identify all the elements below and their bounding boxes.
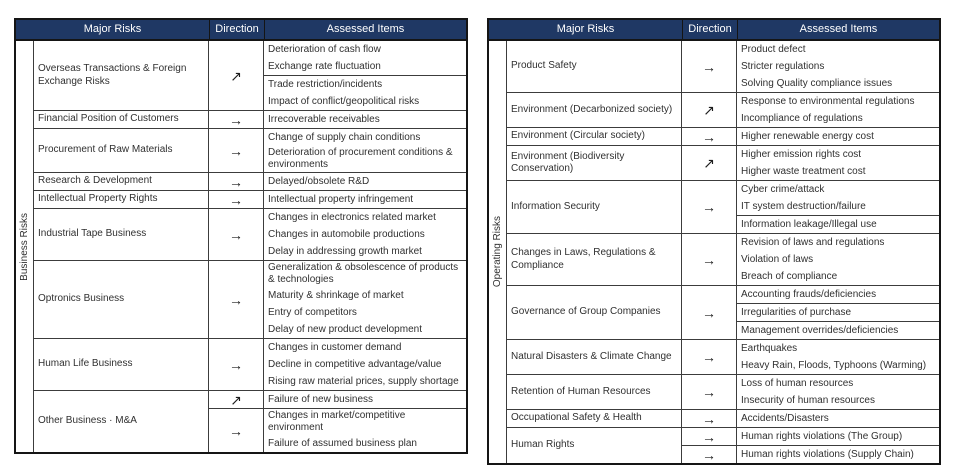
assessed-item-group <box>737 340 939 374</box>
assessed-item: Earthquakes <box>741 342 798 354</box>
direction-cell <box>209 41 264 110</box>
direction-cell <box>682 375 737 409</box>
right-arrow-icon: → <box>702 128 716 145</box>
direction-cell <box>209 191 264 208</box>
direction-cell <box>682 286 737 339</box>
major-risk-cell: Product Safety <box>507 41 682 92</box>
assessed-items-cell <box>264 41 466 110</box>
direction-span-row <box>209 41 466 110</box>
assessed-item: IT system destruction/failure <box>741 200 866 212</box>
assessed-items-cell <box>264 129 466 172</box>
direction-cell <box>209 111 264 128</box>
direction-cell <box>209 391 264 408</box>
assessed-items-cell <box>737 286 939 339</box>
direction-span-row <box>682 146 939 180</box>
risk-group-label: Operating Risks <box>492 216 503 288</box>
major-risk-cell: Natural Disasters & Climate Change <box>507 340 682 374</box>
business-risks-table <box>14 18 468 454</box>
risk-row-spans <box>209 339 466 390</box>
risk-row-spans <box>682 428 939 463</box>
major-risk-cell: Human Life Business <box>34 339 209 390</box>
assessed-item: Accounting frauds/deficiencies <box>741 288 877 300</box>
direction-span-row <box>209 191 466 208</box>
right-arrow-icon: → <box>702 251 716 268</box>
direction-cell <box>209 129 264 172</box>
assessed-item: Delay of new product development <box>268 323 422 335</box>
assessed-item-group <box>264 129 466 172</box>
assessed-item: Solving Quality compliance issues <box>741 77 893 89</box>
assessed-item-group <box>264 409 466 452</box>
risk-row <box>507 233 939 285</box>
risk-row <box>34 128 466 172</box>
risk-row <box>34 338 466 390</box>
right-arrow-icon: → <box>702 446 716 463</box>
assessed-item: Exchange rate fluctuation <box>268 60 381 72</box>
assessed-item: Loss of human resources <box>741 377 854 389</box>
major-risk-cell: Occupational Safety & Health <box>507 410 682 427</box>
risk-row-spans <box>682 181 939 233</box>
assessed-items-header: Assessed Items <box>264 20 466 39</box>
assessed-item-group <box>737 428 939 445</box>
direction-cell <box>682 428 737 445</box>
assessed-item: Change of supply chain conditions <box>268 131 421 143</box>
major-risk-cell: Intellectual Property Rights <box>34 191 209 208</box>
assessed-item: Accidents/Disasters <box>741 412 829 424</box>
risk-group-label: Business Risks <box>19 212 30 281</box>
assessed-items-cell <box>737 128 939 145</box>
assessed-items-cell <box>264 261 466 338</box>
risk-row-spans <box>682 286 939 339</box>
direction-cell <box>682 181 737 233</box>
risk-row <box>34 190 466 208</box>
assessed-items-cell <box>737 410 939 427</box>
direction-span-row <box>682 93 939 127</box>
right-arrow-icon: → <box>229 356 243 373</box>
right-arrow-icon: → <box>702 304 716 321</box>
risk-row <box>507 374 939 409</box>
assessed-item-group <box>264 391 466 408</box>
assessed-item: Breach of compliance <box>741 270 838 282</box>
assessed-item: Management overrides/deficiencies <box>741 324 899 336</box>
assessed-item-group <box>264 111 466 128</box>
assessed-items-cell <box>264 209 466 260</box>
risk-row-spans <box>209 261 466 338</box>
risk-row-spans <box>682 93 939 127</box>
direction-span-row <box>209 391 466 408</box>
assessed-items-cell <box>737 234 939 285</box>
assessed-item: Changes in customer demand <box>268 341 402 353</box>
assessed-items-cell <box>264 409 466 452</box>
risk-row-spans <box>209 111 466 128</box>
assessed-item: Generalization & obsolescence of products & technologies <box>268 262 459 285</box>
assessed-item: Changes in electronics related market <box>268 211 436 223</box>
assessed-items-cell <box>737 41 939 92</box>
assessed-item: Impact of conflict/geopolitical risks <box>268 95 420 107</box>
risk-row-spans <box>682 146 939 180</box>
direction-span-row <box>682 340 939 374</box>
direction-span-row <box>682 375 939 409</box>
risk-row-spans <box>682 128 939 145</box>
assessed-item: Decline in competitive advantage/value <box>268 358 442 370</box>
assessed-item-group <box>264 191 466 208</box>
assessed-item-group <box>737 303 939 321</box>
right-arrow-icon: → <box>229 142 243 159</box>
assessed-item-group <box>737 146 939 180</box>
major-risks-header: Major Risks <box>556 23 615 35</box>
major-risk-cell: Procurement of Raw Materials <box>34 129 209 172</box>
risk-row <box>34 260 466 338</box>
major-risk-cell: Governance of Group Companies <box>507 286 682 339</box>
risk-row <box>507 41 939 92</box>
direction-cell <box>209 409 264 452</box>
major-risks-header: Major Risks <box>83 23 142 35</box>
assessed-item: Product defect <box>741 43 806 55</box>
right-arrow-icon: → <box>702 58 716 75</box>
risk-group-label-column <box>489 41 507 463</box>
major-risk-cell: Environment (Decarbonized society) <box>507 93 682 127</box>
assessed-item: Cyber crime/attack <box>741 183 825 195</box>
assessed-items-cell <box>264 111 466 128</box>
up-right-arrow-icon: ↗ <box>703 155 715 171</box>
assessed-item-group <box>737 234 939 285</box>
assessed-item-group <box>737 93 939 127</box>
direction-span-row <box>682 128 939 145</box>
assessed-item-group <box>737 41 939 92</box>
risk-row <box>34 390 466 452</box>
assessed-items-cell <box>264 391 466 408</box>
risk-row <box>507 427 939 463</box>
risk-row <box>507 92 939 127</box>
risk-row <box>507 127 939 145</box>
direction-cell <box>682 93 737 127</box>
table-body <box>489 41 939 463</box>
assessed-item: Higher waste treatment cost <box>741 165 866 177</box>
direction-cell <box>682 340 737 374</box>
assessed-items-cell <box>264 173 466 190</box>
major-risk-cell: Environment (Circular society) <box>507 128 682 145</box>
assessed-item-group <box>264 75 466 110</box>
risk-row <box>507 285 939 339</box>
risk-row <box>34 41 466 110</box>
direction-span-row <box>209 111 466 128</box>
right-arrow-icon: → <box>229 291 243 308</box>
direction-span-row <box>209 339 466 390</box>
assessed-items-header: Assessed Items <box>737 20 939 39</box>
assessed-item-group <box>737 410 939 427</box>
direction-span-row <box>209 209 466 260</box>
direction-cell <box>682 41 737 92</box>
risk-row-spans <box>209 191 466 208</box>
risk-row <box>507 339 939 374</box>
right-arrow-icon: → <box>702 199 716 215</box>
assessed-item-group <box>737 375 939 409</box>
direction-cell <box>682 234 737 285</box>
major-risk-cell: Information Security <box>507 181 682 233</box>
direction-header: Direction <box>682 20 737 39</box>
major-risk-cell: Changes in Laws, Regulations & Compliance <box>507 234 682 285</box>
major-risk-cell: Research & Development <box>34 173 209 190</box>
assessed-items-cell <box>737 93 939 127</box>
direction-span-row <box>209 408 466 452</box>
risk-row <box>507 145 939 180</box>
risk-row-spans <box>209 173 466 190</box>
risk-row-spans <box>682 410 939 427</box>
direction-span-row <box>209 261 466 338</box>
assessed-item: Delayed/obsolete R&D <box>268 175 370 187</box>
assessed-items-cell <box>737 181 939 233</box>
assessed-item: Irrecoverable receivables <box>268 113 380 125</box>
right-arrow-icon: → <box>229 173 243 190</box>
assessed-item: Delay in addressing growth market <box>268 245 422 257</box>
assessed-items-cell <box>264 191 466 208</box>
assessed-item: Information leakage/Illegal use <box>741 218 877 230</box>
assessed-item-group <box>737 215 939 233</box>
assessed-item: Human rights violations (Supply Chain) <box>741 448 914 460</box>
right-arrow-icon: → <box>229 226 243 243</box>
direction-cell <box>209 261 264 338</box>
right-arrow-icon: → <box>702 410 716 427</box>
assessed-items-cell <box>737 428 939 445</box>
risk-group-label-column <box>16 41 34 452</box>
assessed-item: Human rights violations (The Group) <box>741 430 903 442</box>
direction-cell <box>209 209 264 260</box>
assessed-item-group <box>737 128 939 145</box>
risk-row-spans <box>209 129 466 172</box>
assessed-item-group <box>264 41 466 75</box>
assessed-item-group <box>737 446 939 463</box>
assessed-item: Trade restriction/incidents <box>268 78 383 90</box>
direction-span-row <box>209 129 466 172</box>
assessed-item: Violation of laws <box>741 253 814 265</box>
direction-cell <box>209 339 264 390</box>
risk-rows <box>34 41 466 452</box>
risk-row-spans <box>682 340 939 374</box>
risk-row-spans <box>682 375 939 409</box>
right-arrow-icon: → <box>702 428 716 445</box>
direction-cell <box>209 173 264 190</box>
major-risk-cell: Overseas Transactions & Foreign Exchange Risks <box>34 41 209 110</box>
assessed-item: Changes in market/competitive environment <box>268 410 406 433</box>
assessed-item: Revision of laws and regulations <box>741 236 885 248</box>
assessed-item: Rising raw material prices, supply shortage <box>268 375 459 387</box>
assessed-items-cell <box>737 375 939 409</box>
up-right-arrow-icon: ↗ <box>230 391 242 408</box>
assessed-item-group <box>264 339 466 390</box>
table-header-row <box>489 20 939 41</box>
assessed-items-cell <box>264 339 466 390</box>
assessed-items-cell <box>737 446 939 463</box>
direction-span-row <box>209 173 466 190</box>
direction-span-row <box>682 286 939 339</box>
direction-cell <box>682 128 737 145</box>
direction-cell <box>682 410 737 427</box>
major-risk-cell: Environment (Biodiversity Conservation) <box>507 146 682 180</box>
assessed-item: Incompliance of regulations <box>741 112 863 124</box>
assessed-item: Higher emission rights cost <box>741 148 862 160</box>
assessed-items-cell <box>737 146 939 180</box>
risk-row-spans <box>209 209 466 260</box>
direction-span-row <box>682 234 939 285</box>
up-right-arrow-icon: ↗ <box>230 67 242 84</box>
table-body <box>16 41 466 452</box>
risk-row <box>34 110 466 128</box>
assessed-item-group <box>264 261 466 338</box>
risk-rows <box>507 41 939 463</box>
risk-row-spans <box>682 41 939 92</box>
risk-row-spans <box>209 41 466 110</box>
assessed-item: Failure of assumed business plan <box>268 437 417 449</box>
direction-span-row <box>682 445 939 463</box>
direction-span-row <box>682 428 939 445</box>
assessed-item: Stricter regulations <box>741 60 825 72</box>
up-right-arrow-icon: ↗ <box>703 102 715 118</box>
assessed-item: Heavy Rain, Floods, Typhoons (Warming) <box>741 359 927 371</box>
right-arrow-icon: → <box>702 349 716 365</box>
direction-span-row <box>682 410 939 427</box>
risk-row <box>34 172 466 190</box>
risk-row <box>507 409 939 427</box>
assessed-item: Higher renewable energy cost <box>741 130 874 142</box>
table-header-row <box>16 20 466 41</box>
assessed-item: Deterioration of procurement conditions & environments <box>268 147 453 170</box>
direction-cell <box>682 146 737 180</box>
operating-risks-table <box>487 18 941 465</box>
risk-row <box>34 208 466 260</box>
direction-header: Direction <box>209 20 264 39</box>
assessed-item: Entry of competitors <box>268 306 357 318</box>
major-risk-cell: Retention of Human Resources <box>507 375 682 409</box>
assessed-item-group <box>737 286 939 303</box>
assessed-item: Intellectual property infringement <box>268 193 414 205</box>
assessed-item-group <box>264 173 466 190</box>
risk-row <box>507 180 939 233</box>
risk-row-spans <box>682 234 939 285</box>
assessed-item: Response to environmental regulations <box>741 95 915 107</box>
right-arrow-icon: → <box>702 384 716 400</box>
major-risk-cell: Financial Position of Customers <box>34 111 209 128</box>
assessed-item: Maturity & shrinkage of market <box>268 289 404 301</box>
assessed-item-group <box>737 181 939 215</box>
assessed-item-group <box>264 209 466 260</box>
right-arrow-icon: → <box>229 111 243 128</box>
major-risk-cell: Human Rights <box>507 428 682 463</box>
direction-span-row <box>682 41 939 92</box>
assessed-item: Failure of new business <box>268 393 374 405</box>
assessed-item-group <box>737 321 939 339</box>
assessed-items-cell <box>737 340 939 374</box>
assessed-item: Insecurity of human resources <box>741 394 875 406</box>
major-risk-cell: Optronics Business <box>34 261 209 338</box>
direction-span-row <box>682 181 939 233</box>
right-arrow-icon: → <box>229 422 243 439</box>
right-arrow-icon: → <box>229 191 243 208</box>
risk-row-spans <box>209 391 466 452</box>
direction-cell <box>682 446 737 463</box>
assessed-item: Changes in automobile productions <box>268 228 425 240</box>
major-risk-cell: Industrial Tape Business <box>34 209 209 260</box>
major-risk-cell: Other Business · M&A <box>34 391 209 452</box>
assessed-item: Irregularities of purchase <box>741 306 852 318</box>
assessed-item: Deterioration of cash flow <box>268 43 381 55</box>
